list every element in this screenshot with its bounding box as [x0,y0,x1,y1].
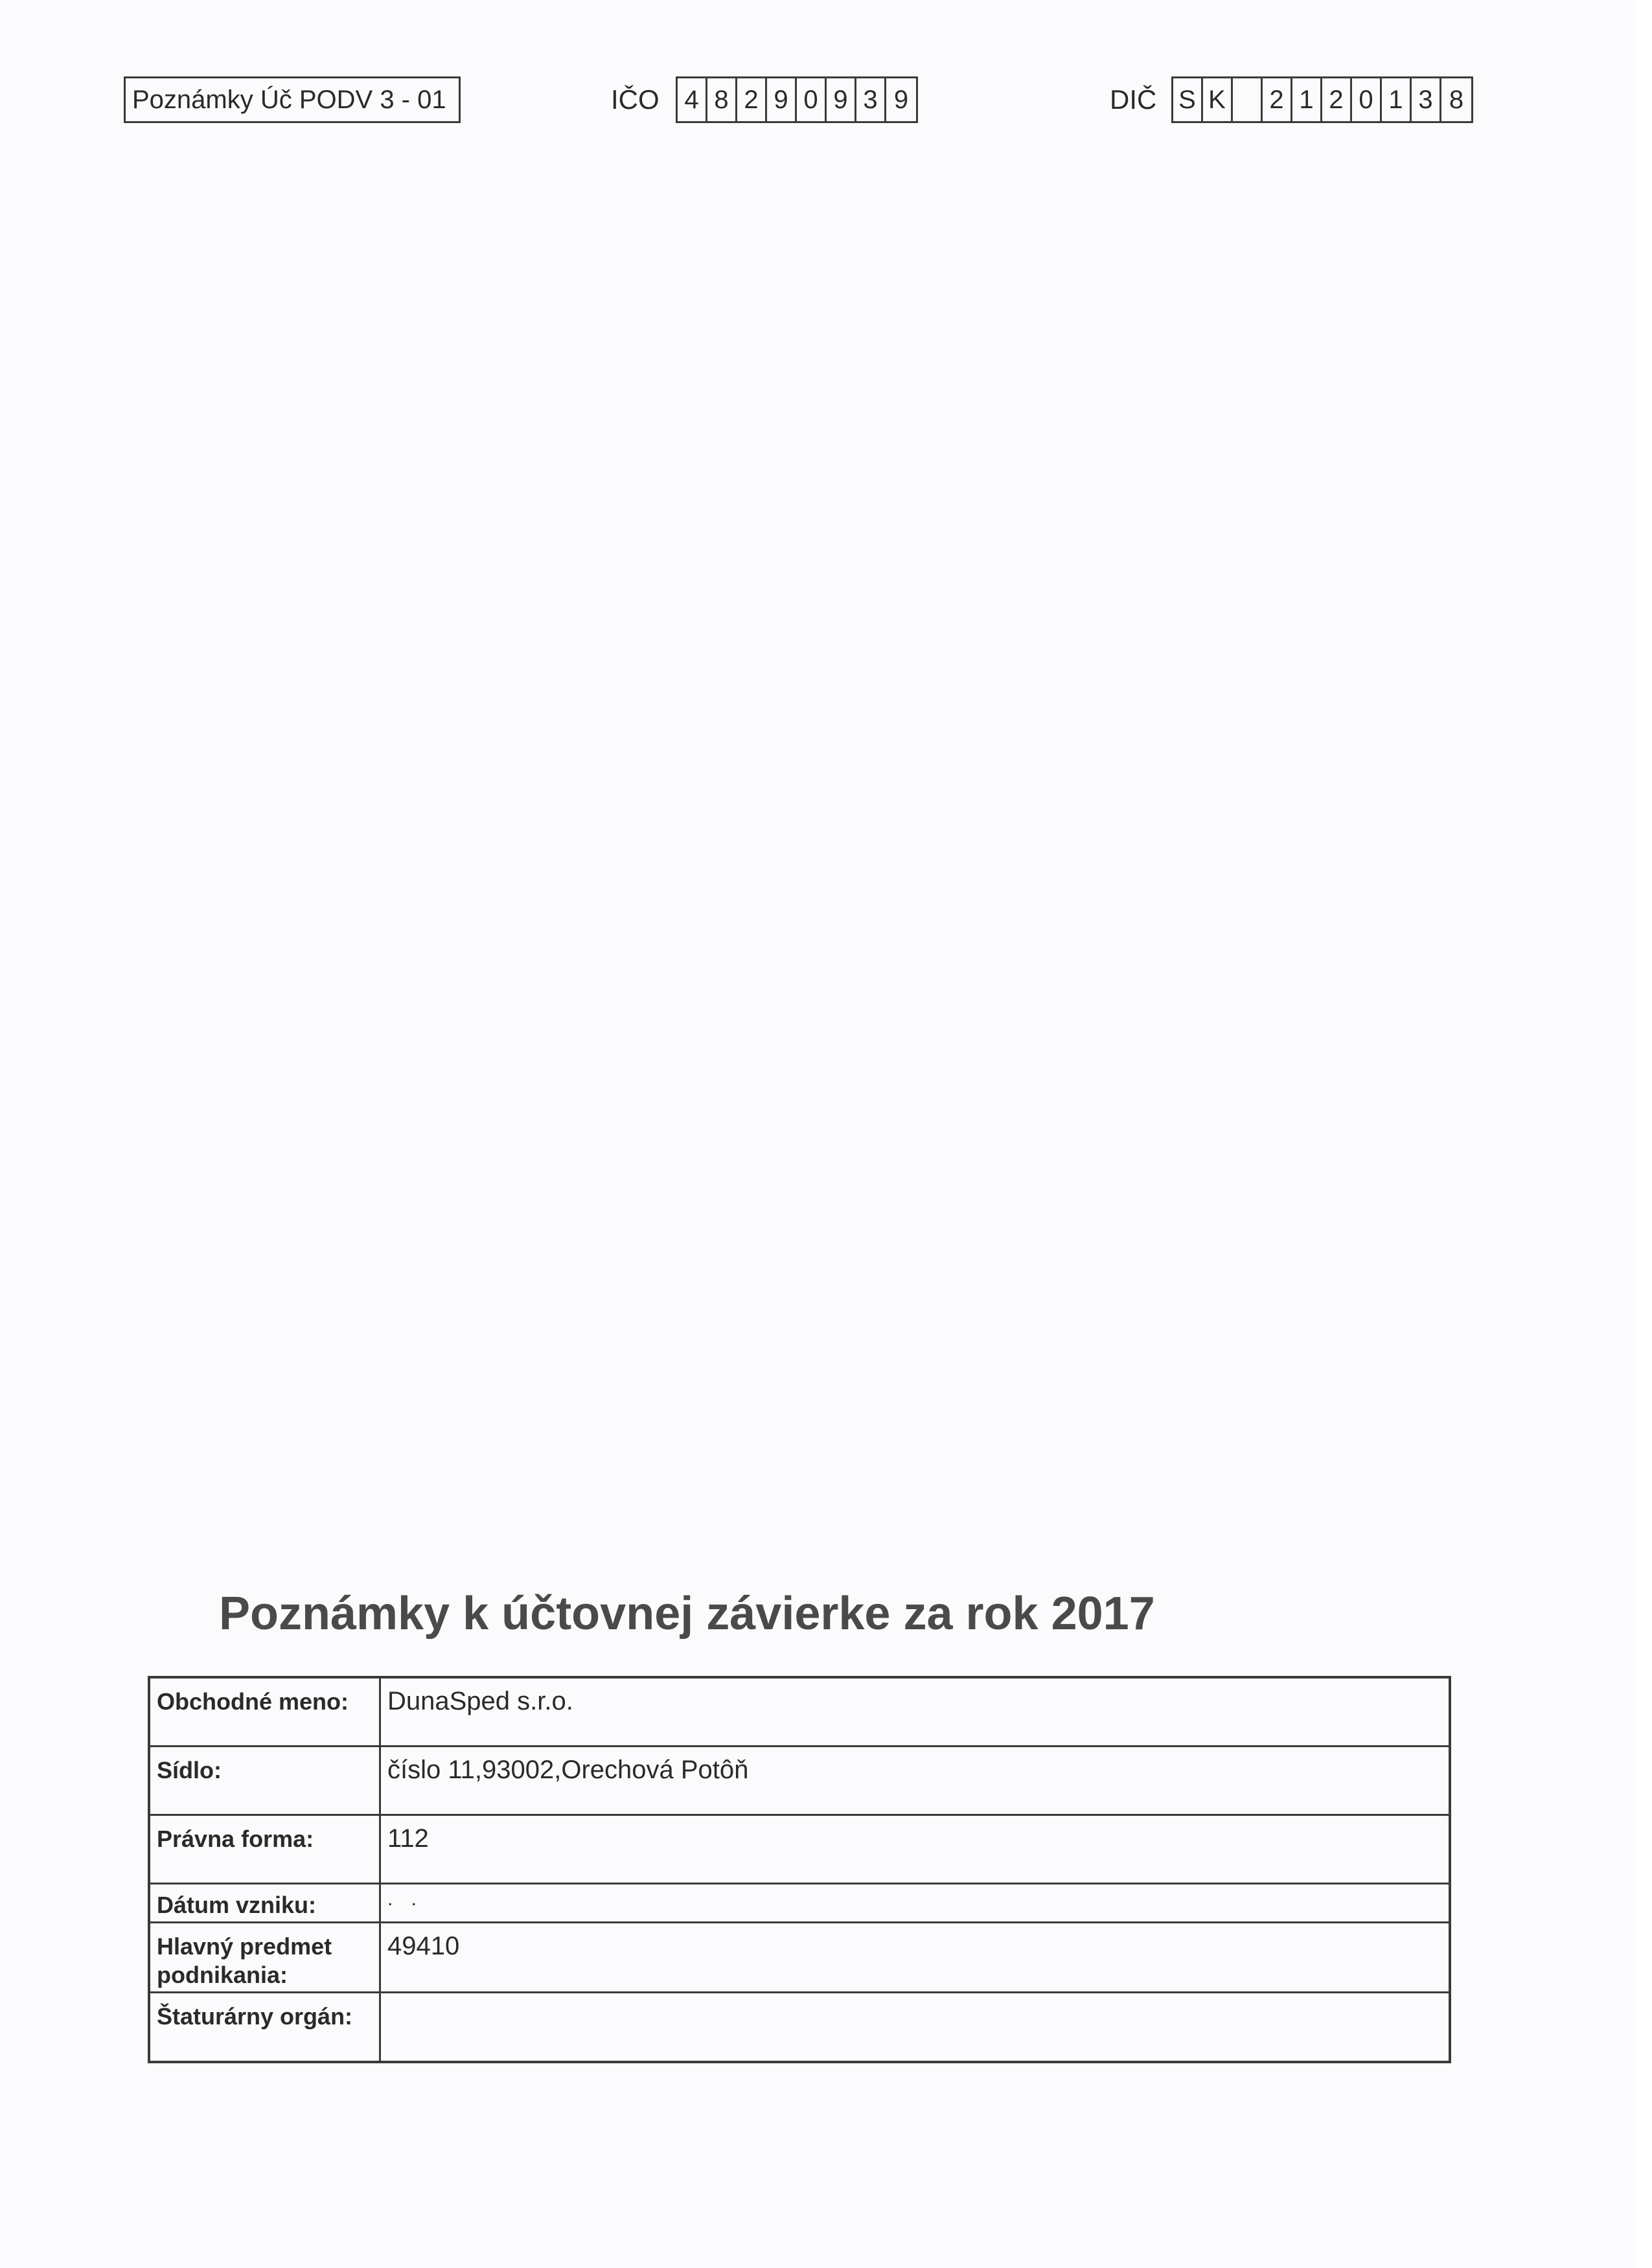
dic-digit: S [1173,78,1203,121]
scan-edge [1636,0,1652,2268]
table-row [150,1816,1449,1884]
form-code: Poznámky Úč PODV 3 - 01 [132,86,446,114]
dic-digit: 3 [1412,78,1441,121]
ico-label: IČO [611,84,660,115]
ico-digit: 2 [737,78,767,121]
table-row [150,1884,1449,1923]
row-label: Hlavný predmet podnikania: [150,1923,381,1991]
ico-digit: 0 [797,78,827,121]
row-value: 112 [387,1824,429,1853]
ico-cells [676,76,918,123]
ico-digit: 4 [678,78,707,121]
row-value: 49410 [387,1932,460,1960]
dic-digit: 8 [1449,86,1464,114]
ico-digit: 9 [767,78,797,121]
dic-digit: 2 [1263,78,1292,121]
table-row [150,1747,1449,1816]
company-info-table [148,1676,1451,2063]
dic-digit: 1 [1382,78,1412,121]
table-row [150,1678,1449,1747]
row-value: . . [387,1888,424,1910]
table-row [150,1923,1449,1993]
dic-digit: 1 [1292,78,1322,121]
ico-digit: 8 [707,78,737,121]
dic-cells [1171,76,1473,123]
table-row [150,1993,1449,2061]
document-title: Poznámky k účtovnej závierke za rok 2017 [219,1588,1155,1640]
ico-digit: 9 [827,78,856,121]
row-label: Právna forma: [150,1816,381,1883]
row-label: Dátum vzniku: [150,1884,381,1921]
row-label: Štaturárny orgán: [150,1993,381,2061]
row-label: Sídlo: [150,1747,381,1814]
row-value [381,1993,1449,2061]
dic-digit: 0 [1352,78,1382,121]
row-label: Obchodné meno: [150,1678,381,1745]
ico-digit: 9 [893,86,909,114]
ico-digit: 3 [856,78,886,121]
row-value: číslo 11,93002,Orechová Potôň [387,1756,749,1784]
dic-digit [1233,78,1263,121]
dic-digit: 2 [1322,78,1352,121]
form-code-box [124,76,461,123]
row-value: DunaSped s.r.o. [387,1687,573,1715]
dic-label: DIČ [1110,84,1157,115]
dic-digit: K [1203,78,1233,121]
